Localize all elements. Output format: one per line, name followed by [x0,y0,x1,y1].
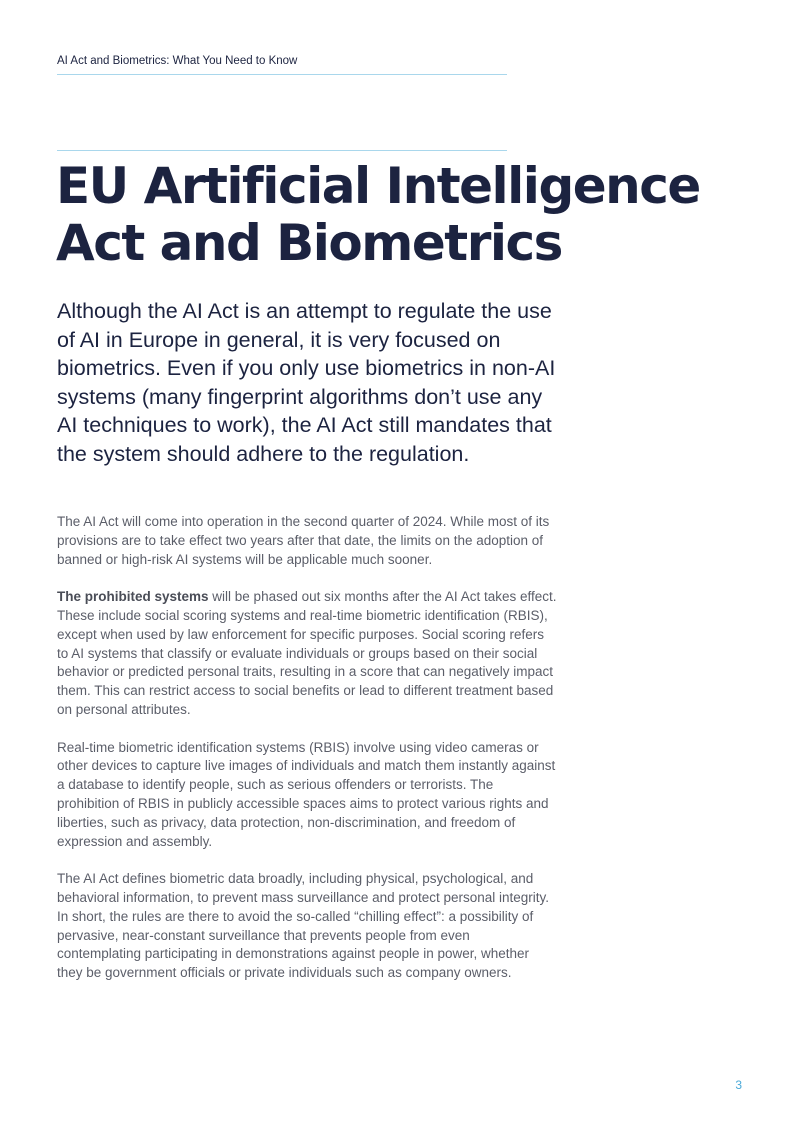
body-text [57,513,557,1002]
page-title-line-2: Act and Biometrics [56,214,562,272]
lead-paragraph: Although the AI Act is an attempt to regulate the use of AI in Europe in general, it is very focused on biometrics. Even if you only use biometrics in non-AI systems (many fingerprint algorithms don’t use any AI techniques to work), the AI Act still mandates that the system should adhere to the regulation. [57,299,556,466]
running-header: AI Act and Biometrics: What You Need to Know [57,55,298,67]
paragraph-4: The AI Act defines biometric data broadly, including physical, psychological, and behavioral information, to prevent mass surveillance and protect personal integrity. In short, the rules are there to avoid the so-called “chilling effect”: a possibility of pervasive, near-constant surveillance that prevents people from even contemplating participating in demonstrations against people in power, whether they be government officials or private individuals such as company owners. [57,871,550,981]
paragraph-1: The AI Act will come into operation in the second quarter of 2024. While most of its provisions are to take effect two years after that date, the limits on the adoption of banned or high-risk AI systems will be applicable much sooner. [57,514,550,567]
page-number: 3 [735,1078,742,1092]
paragraph-2-text: will be phased out six months after the AI Act takes effect. These include social scoring systems and real-time biometric identification (RBIS), except when used by law enforcement for specific purposes. Social scoring refers to AI systems that classify or evaluate individuals or groups based on their social behavior or predicted personal traits, resulting in a score that can negatively impact them. This can restrict access to social benefits or lead to different treatment based on personal attributes. [57,589,557,717]
header-divider [57,74,507,75]
paragraph-2 [57,588,557,720]
page-title-line-1: EU Artificial Intelligence [56,157,700,215]
page-title [56,158,756,272]
paragraph-2-bold-lead: The prohibited systems [57,589,209,605]
title-divider [57,150,507,151]
paragraph-3: Real-time biometric identification systems (RBIS) involve using video cameras or other devices to capture live images of individuals and match them instantly against a database to identify people, such as serious offenders or terrorists. The prohibition of RBIS in publicly accessible spaces aims to protect various rights and liberties, such as privacy, data protection, non-discrimination, and freedom of expression and assembly. [57,739,556,849]
